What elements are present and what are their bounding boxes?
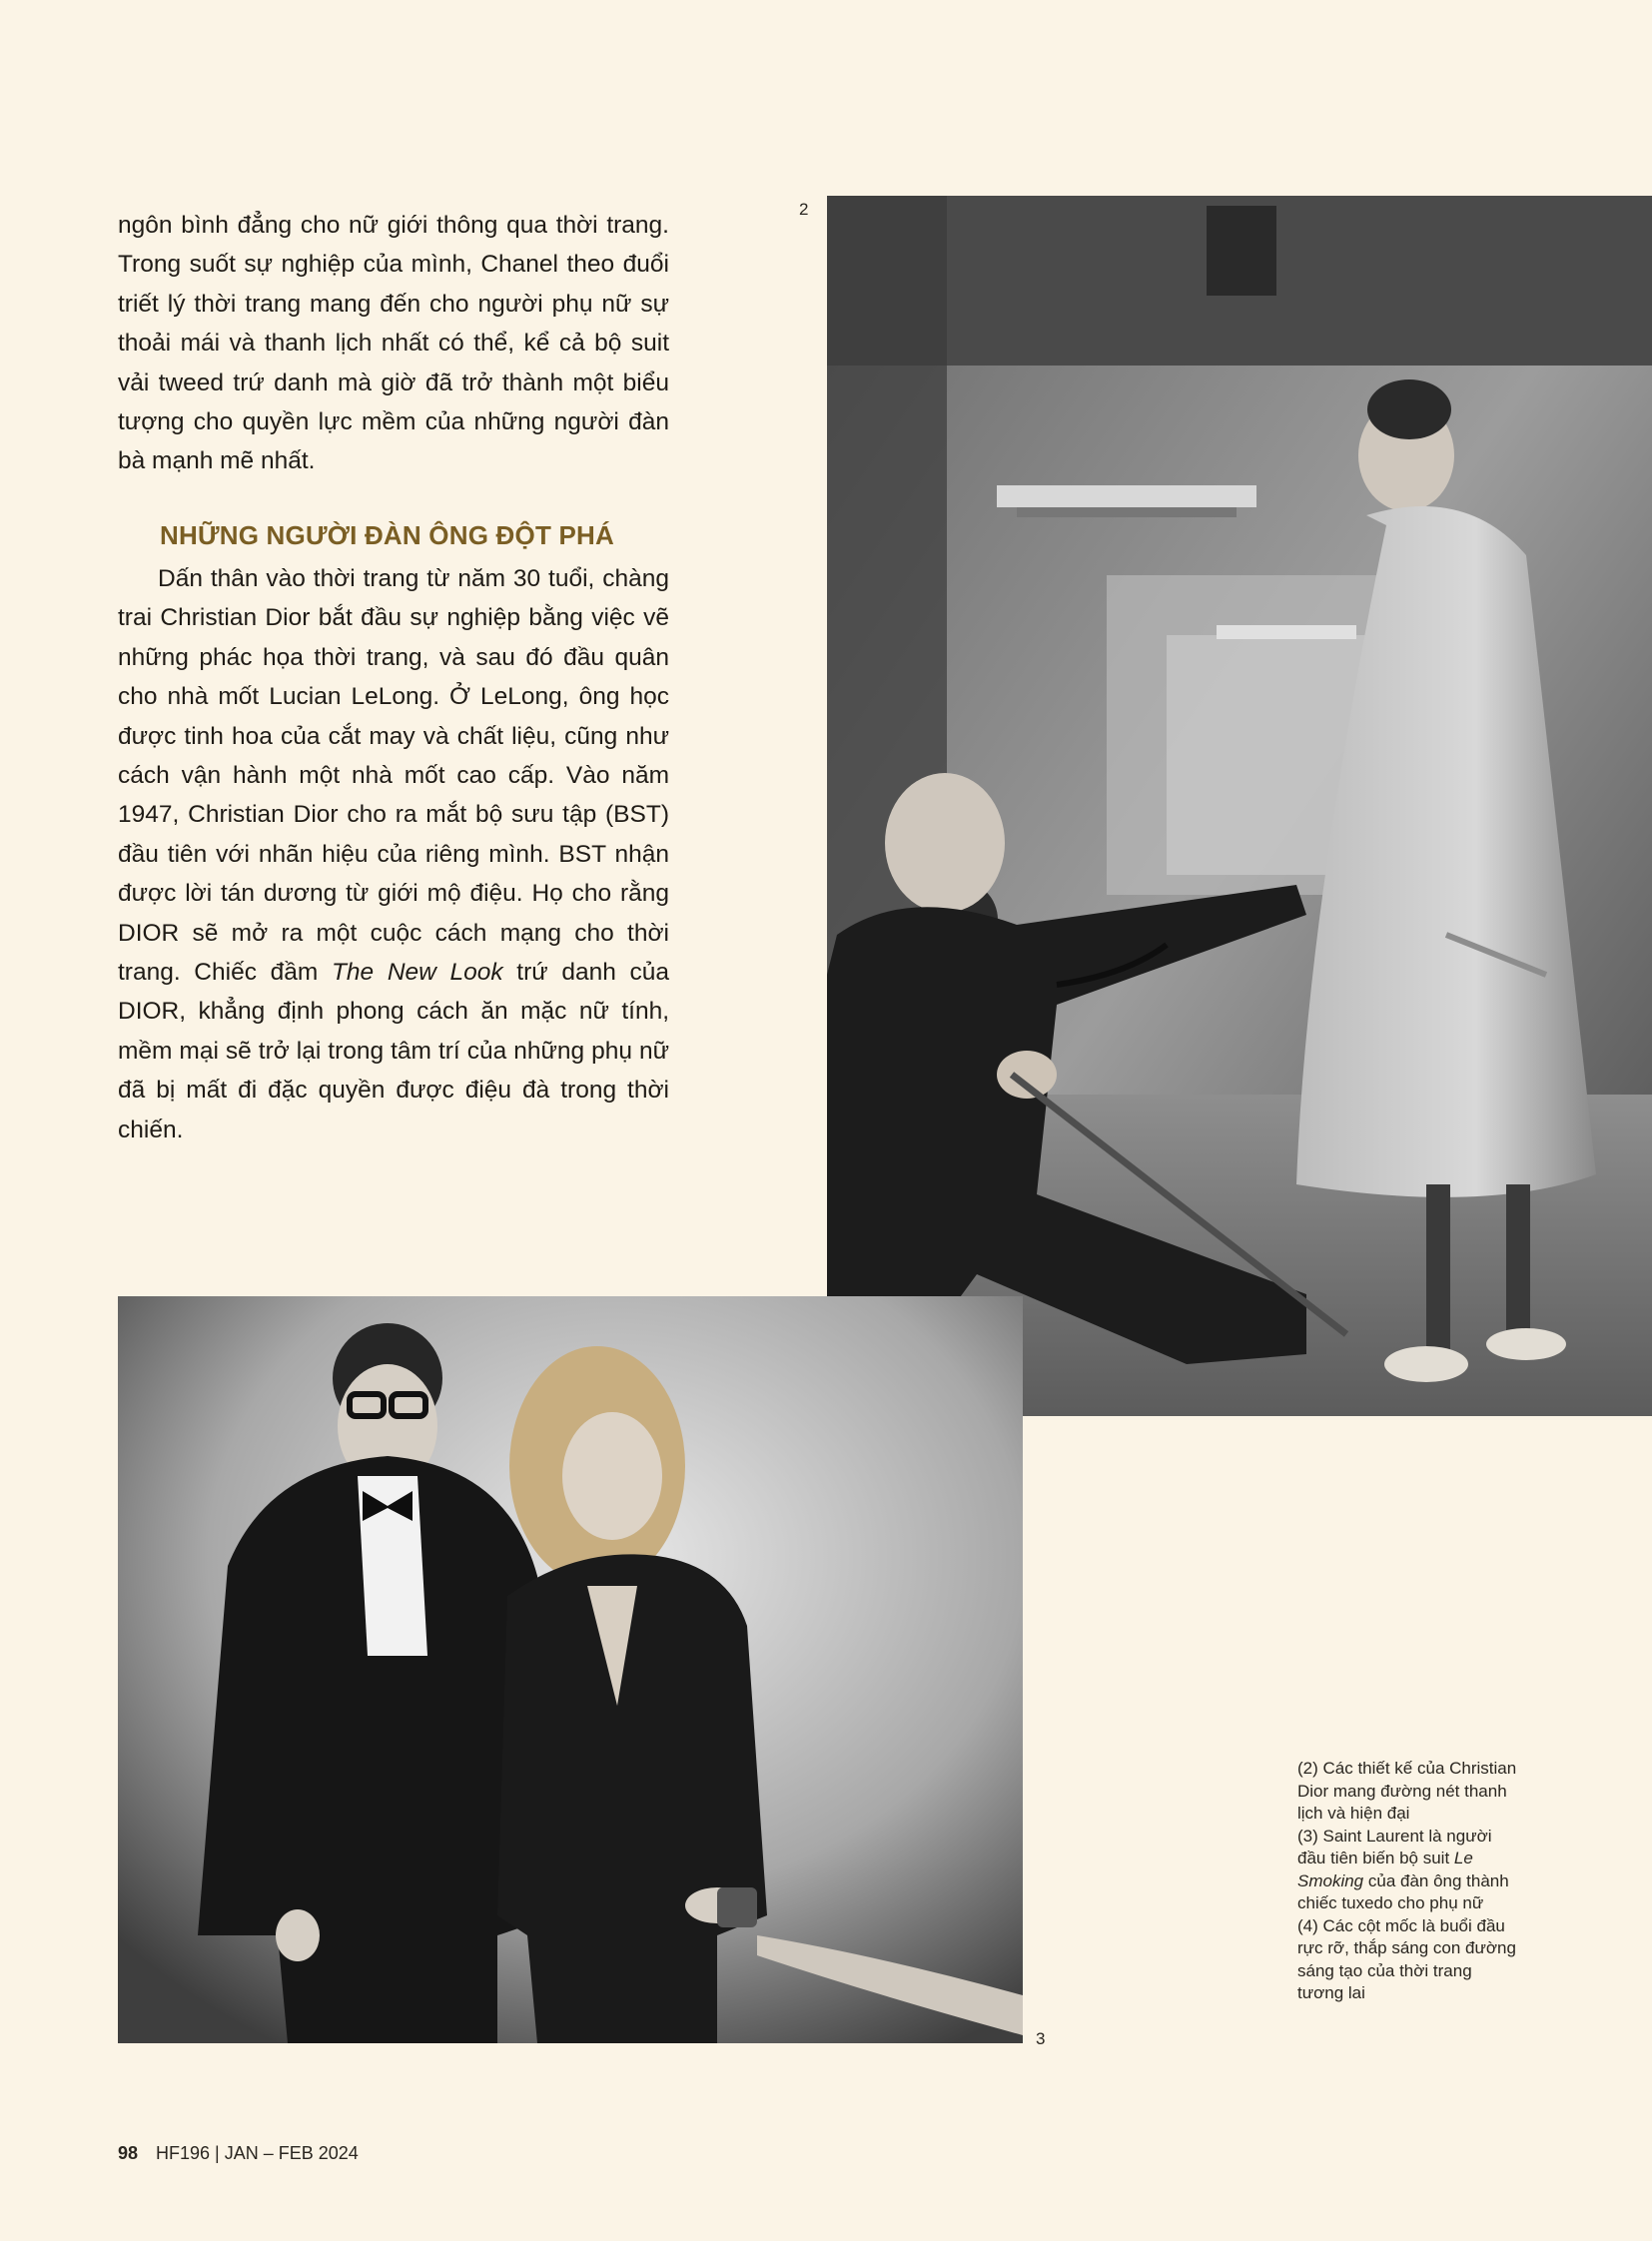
photo-captions [1297, 1758, 1517, 2005]
caption-2: (2) Các thiết kế của Christian Dior mang đường nét thanh lịch và hiện đại [1297, 1759, 1517, 1823]
figure-number-3: 3 [1036, 2029, 1046, 2048]
caption-4: (4) Các cột mốc là buổi đầu rực rỡ, thắp sáng con đường sáng tạo của thời trang tương lai [1297, 1915, 1516, 2002]
photo-saint-laurent-image [118, 1296, 1023, 2043]
caption-3: (3) Saint Laurent là người đầu tiên biến bộ suit Le Smoking của đàn ông thành chiếc tuxedo cho phụ nữ [1297, 1826, 1509, 1912]
body-text-column [118, 206, 669, 481]
issue-label: HF196 | JAN – FEB 2024 [156, 2143, 359, 2163]
section-heading: NHỮNG NGƯỜI ĐÀN ÔNG ĐỘT PHÁ [160, 520, 614, 550]
page-number: 98 [118, 2143, 139, 2163]
body-text-column-2 [118, 559, 669, 1149]
body-paragraph-intro: ngôn bình đẳng cho nữ giới thông qua thời trang. Trong suốt sự nghiệp của mình, Chanel theo đuổi triết lý thời trang mang đến cho người phụ nữ sự thoải mái và thanh lịch nhất có thể, kể cả bộ suit vải tweed trứ danh mà giờ đã trở thành một biểu tượng cho quyền lực mềm của những người đàn bà mạnh mẽ nhất. [118, 212, 669, 475]
figure-number-2: 2 [799, 200, 809, 219]
photo-dior-fitting [827, 196, 1652, 1416]
photo-dior-fitting-image [827, 196, 1652, 1416]
italic-title-new-look: The New Look [331, 959, 503, 987]
body-paragraph-main: Dấn thân vào thời trang từ năm 30 tuổi, chàng trai Christian Dior bắt đầu sự nghiệp bằng việc vẽ những phác họa thời trang, và sau đó đầu quân cho nhà mốt Lucian LeLong. Ở LeLong, ông học được tinh hoa của cắt may và chất liệu, cũng như cách vận hành một nhà mốt cao cấp. Vào năm 1947, Christian Dior cho ra mắt bộ sưu tập (BST) đầu tiên với nhãn hiệu của riêng mình. BST nhận được lời tán dương từ giới mộ điệu. Họ cho rằng DIOR sẽ mở ra một cuộc cách mạng cho thời trang. Chiếc đầm The New Look trứ danh của DIOR, khẳng định phong cách ăn mặc nữ tính, mềm mại sẽ trở lại trong tâm trí của những phụ nữ đã bị mất đi đặc quyền được điệu đà trong thời chiến. [118, 565, 669, 1143]
page-footer [118, 2143, 359, 2164]
photo-saint-laurent [118, 1296, 1023, 2043]
